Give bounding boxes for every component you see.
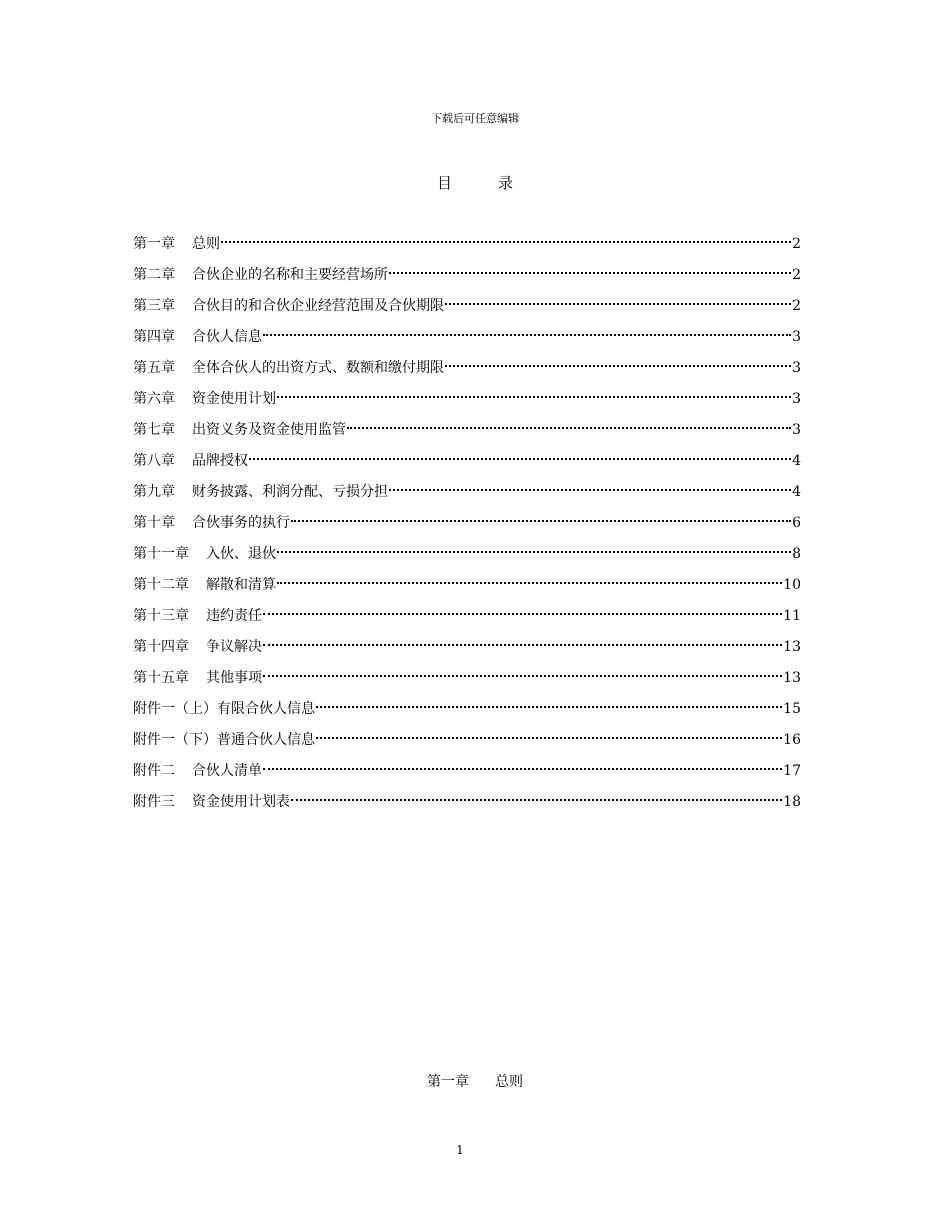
toc-chapter-label: 第八章 (133, 453, 175, 469)
toc-page-number: 3 (792, 360, 801, 376)
toc-entry-title: 总则 (192, 236, 220, 252)
toc-page-number: 18 (783, 794, 801, 810)
toc-entry-appendix2[interactable] (133, 760, 801, 791)
toc-entry-appendix3[interactable] (133, 791, 801, 822)
toc-entry-title: 普通合伙人信息 (217, 732, 315, 748)
toc-chapter-label: 第五章 (133, 360, 175, 376)
toc-chapter-label: 第七章 (133, 422, 175, 438)
toc-entry-title: 争议解决 (206, 639, 262, 655)
toc-chapter-label: 附件一（上） (133, 701, 217, 717)
toc-entry-title: 全体合伙人的出资方式、数额和缴付期限 (192, 360, 444, 376)
toc-chapter-label: 附件一（下） (133, 732, 217, 748)
toc-entry-title: 入伙、退伙 (206, 546, 276, 562)
page-header: 下载后可任意编辑 (431, 112, 519, 125)
toc-entry-title: 合伙人清单 (192, 763, 262, 779)
toc-chapter-label: 第一章 (133, 236, 175, 252)
toc-dot-leader (445, 303, 791, 305)
toc-page-number: 3 (792, 391, 801, 407)
toc-entry-title: 合伙人信息 (192, 329, 262, 345)
toc-title (0, 173, 950, 193)
toc-entry-ch1[interactable] (133, 233, 801, 264)
toc-dot-leader (277, 582, 782, 584)
toc-page-number: 10 (783, 577, 801, 593)
toc-entry-ch2[interactable] (133, 264, 801, 295)
toc-title-part1: 目 (436, 174, 452, 192)
toc-page-number: 4 (792, 484, 801, 500)
toc-entry-title: 违约责任 (206, 608, 262, 624)
toc-entry-ch5[interactable] (133, 357, 801, 388)
toc-dot-leader (316, 706, 782, 708)
toc-chapter-label: 第十五章 (133, 670, 189, 686)
toc-dot-leader (389, 272, 791, 274)
toc-page-number: 11 (783, 608, 801, 624)
toc-dot-leader (249, 458, 791, 460)
toc-entry-ch11[interactable] (133, 543, 801, 574)
toc-entry-ch9[interactable] (133, 481, 801, 512)
toc-chapter-label: 第二章 (133, 267, 175, 283)
toc-entry-title: 出资义务及资金使用监管 (192, 422, 346, 438)
toc-dot-leader (263, 768, 782, 770)
toc-entry-title: 资金使用计划 (192, 391, 276, 407)
toc-entry-ch4[interactable] (133, 326, 801, 357)
toc-entry-ch7[interactable] (133, 419, 801, 450)
toc-page-number: 3 (792, 329, 801, 345)
toc-entry-title: 合伙目的和合伙企业经营范围及合伙期限 (192, 298, 444, 314)
section-title: 总则 (495, 1074, 523, 1090)
toc-page-number: 4 (792, 453, 801, 469)
toc-chapter-label: 第十章 (133, 515, 175, 531)
toc-page-number: 2 (792, 236, 801, 252)
toc-page-number: 13 (783, 639, 801, 655)
toc-entry-ch14[interactable] (133, 636, 801, 667)
toc-chapter-label: 第四章 (133, 329, 175, 345)
toc-entry-ch3[interactable] (133, 295, 801, 326)
toc-page-number: 3 (792, 422, 801, 438)
toc-dot-leader (221, 241, 791, 243)
toc-entry-title: 其他事项 (206, 670, 262, 686)
toc-entry-ch15[interactable] (133, 667, 801, 698)
toc-dot-leader (445, 365, 791, 367)
toc-dot-leader (263, 644, 782, 646)
toc-dot-leader (347, 427, 791, 429)
toc-chapter-label: 附件二 (133, 763, 175, 779)
toc-entry-ch6[interactable] (133, 388, 801, 419)
toc-page-number: 2 (792, 267, 801, 283)
page-number: 1 (456, 1143, 464, 1157)
toc-entry-title: 资金使用计划表 (192, 794, 290, 810)
toc-list (133, 233, 801, 822)
section-heading (0, 1072, 950, 1092)
toc-entry-ch12[interactable] (133, 574, 801, 605)
toc-dot-leader (291, 520, 791, 522)
toc-chapter-label: 第十三章 (133, 608, 189, 624)
toc-page-number: 17 (783, 763, 801, 779)
toc-page-number: 16 (783, 732, 801, 748)
toc-chapter-label: 第三章 (133, 298, 175, 314)
toc-dot-leader (263, 675, 782, 677)
toc-page-number: 8 (792, 546, 801, 562)
section-chapter: 第一章 (427, 1074, 469, 1090)
toc-page-number: 2 (792, 298, 801, 314)
toc-entry-ch10[interactable] (133, 512, 801, 543)
toc-chapter-label: 第六章 (133, 391, 175, 407)
toc-dot-leader (263, 334, 791, 336)
toc-entry-title: 解散和清算 (206, 577, 276, 593)
toc-page-number: 15 (783, 701, 801, 717)
toc-chapter-label: 附件三 (133, 794, 175, 810)
toc-entry-ch13[interactable] (133, 605, 801, 636)
toc-dot-leader (277, 551, 791, 553)
toc-chapter-label: 第九章 (133, 484, 175, 500)
toc-entry-appendix1-lower[interactable] (133, 729, 801, 760)
toc-dot-leader (263, 613, 782, 615)
toc-dot-leader (291, 799, 782, 801)
toc-entry-ch8[interactable] (133, 450, 801, 481)
toc-dot-leader (316, 737, 782, 739)
toc-entry-title: 合伙事务的执行 (192, 515, 290, 531)
toc-dot-leader (277, 396, 791, 398)
toc-entry-appendix1-upper[interactable] (133, 698, 801, 729)
toc-page-number: 6 (792, 515, 801, 531)
toc-entry-title: 合伙企业的名称和主要经营场所 (192, 267, 388, 283)
toc-page-number: 13 (783, 670, 801, 686)
toc-dot-leader (389, 489, 791, 491)
toc-entry-title: 有限合伙人信息 (217, 701, 315, 717)
toc-title-part2: 录 (498, 174, 514, 192)
toc-chapter-label: 第十二章 (133, 577, 189, 593)
toc-entry-title: 品牌授权 (192, 453, 248, 469)
toc-chapter-label: 第十一章 (133, 546, 189, 562)
toc-entry-title: 财务披露、利润分配、亏损分担 (192, 484, 388, 500)
toc-chapter-label: 第十四章 (133, 639, 189, 655)
